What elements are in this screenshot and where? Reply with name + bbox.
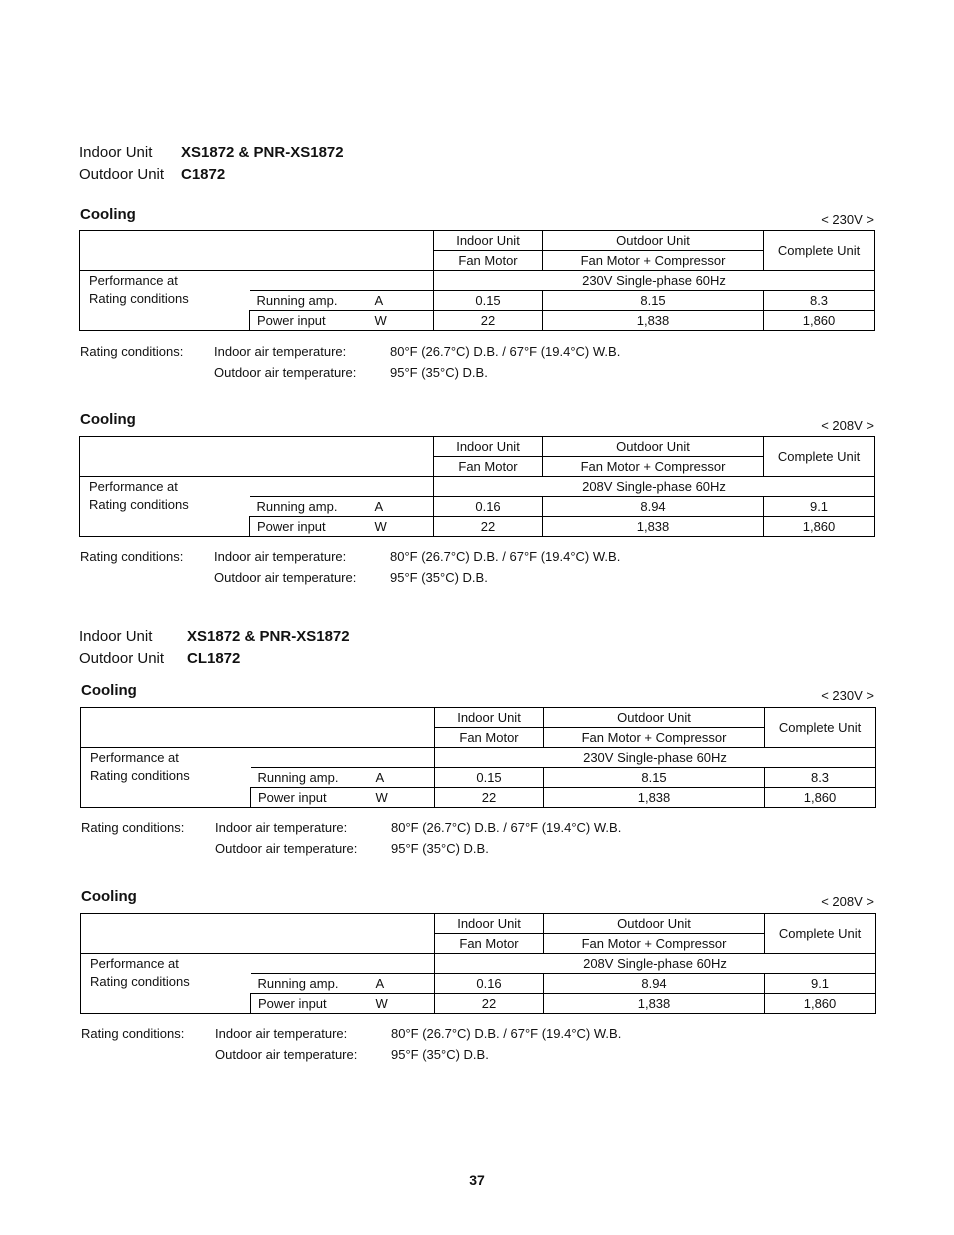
running-amp-unit: A [375,497,434,517]
note-outdoor-value: 95°F (35°C) D.B. [390,569,488,585]
power-input-complete: 1,860 [764,517,875,537]
running-amp-complete: 9.1 [764,497,875,517]
header-fan-motor-compressor: Fan Motor + Compressor [543,457,764,477]
performance-at-label: Performance at [80,477,434,497]
header-indoor-unit: Indoor Unit [434,231,543,251]
header-indoor-unit: Indoor Unit [435,708,544,728]
model-header-2 [79,626,350,670]
header-complete-unit: Complete Unit [765,914,876,954]
performance-table [80,707,876,808]
running-amp-label: Running amp. [251,768,376,788]
running-amp-unit: A [376,768,435,788]
header-outdoor-unit: Outdoor Unit [543,231,764,251]
rating-conditions-label: Rating conditions [80,497,250,537]
outdoor-unit-model: C1872 [181,166,226,183]
running-amp-outdoor: 8.94 [543,497,764,517]
running-amp-label: Running amp. [251,974,376,994]
note-outdoor-label: Outdoor air temperature: [215,840,358,856]
performance-at-label: Performance at [81,954,435,974]
header-fan-motor: Fan Motor [435,728,544,748]
note-label: Rating conditions: [80,344,184,359]
power-input-outdoor: 1,838 [543,517,764,537]
header-fan-motor: Fan Motor [435,934,544,954]
performance-table [79,230,875,331]
note-label: Rating conditions: [81,1026,185,1041]
power-input-complete: 1,860 [765,788,876,808]
note-indoor-label: Indoor air temperature: [214,344,347,359]
voltage-label: < 230V > [821,688,874,703]
power-input-label: Power input [250,311,375,331]
power-input-outdoor: 1,838 [543,311,764,331]
note-outdoor-value: 95°F (35°C) D.B. [390,364,488,380]
note-indoor-label: Indoor air temperature: [214,549,347,564]
rating-notes [80,547,620,588]
rating-notes [81,818,621,859]
voltage-label: < 208V > [821,894,874,909]
indoor-unit-label: Indoor Unit [79,144,153,161]
running-amp-indoor: 0.15 [435,768,544,788]
note-indoor-label: Indoor air temperature: [215,1026,348,1041]
running-amp-unit: A [375,291,434,311]
power-input-label: Power input [251,788,376,808]
section-heading: Cooling [81,888,137,905]
power-input-indoor: 22 [434,517,543,537]
header-outdoor-unit: Outdoor Unit [544,914,765,934]
note-indoor-value: 80°F (26.7°C) D.B. / 67°F (19.4°C) W.B. [390,344,621,359]
note-indoor-value: 80°F (26.7°C) D.B. / 67°F (19.4°C) W.B. [390,549,621,564]
note-label: Rating conditions: [81,820,185,835]
header-fan-motor-compressor: Fan Motor + Compressor [544,728,765,748]
note-outdoor-label: Outdoor air temperature: [214,569,357,585]
running-amp-outdoor: 8.15 [543,291,764,311]
indoor-unit-model: XS1872 & PNR-XS1872 [181,144,344,161]
outdoor-unit-label: Outdoor Unit [79,650,165,667]
power-supply: 230V Single-phase 60Hz [434,271,875,291]
performance-at-label: Performance at [80,271,434,291]
power-input-unit: W [376,994,435,1014]
outdoor-unit-model: CL1872 [187,650,241,667]
power-input-indoor: 22 [435,788,544,808]
header-indoor-unit: Indoor Unit [435,914,544,934]
power-input-complete: 1,860 [764,311,875,331]
running-amp-label: Running amp. [250,291,375,311]
header-complete-unit: Complete Unit [764,231,875,271]
header-fan-motor: Fan Motor [434,457,543,477]
power-supply: 208V Single-phase 60Hz [434,477,875,497]
performance-table [79,436,875,537]
header-complete-unit: Complete Unit [764,437,875,477]
performance-at-label: Performance at [81,748,435,768]
power-input-unit: W [375,311,434,331]
running-amp-complete: 8.3 [765,768,876,788]
header-outdoor-unit: Outdoor Unit [544,708,765,728]
running-amp-indoor: 0.15 [434,291,543,311]
running-amp-indoor: 0.16 [435,974,544,994]
outdoor-unit-label: Outdoor Unit [79,166,165,183]
indoor-unit-label: Indoor Unit [79,628,153,645]
header-outdoor-unit: Outdoor Unit [543,437,764,457]
note-indoor-value: 80°F (26.7°C) D.B. / 67°F (19.4°C) W.B. [391,1026,622,1041]
header-fan-motor-compressor: Fan Motor + Compressor [544,934,765,954]
power-input-unit: W [376,788,435,808]
power-input-unit: W [375,517,434,537]
section-heading: Cooling [81,682,137,699]
note-outdoor-label: Outdoor air temperature: [215,1046,358,1062]
note-label: Rating conditions: [80,549,184,564]
running-amp-outdoor: 8.94 [544,974,765,994]
power-input-outdoor: 1,838 [544,788,765,808]
blank-header-cell [81,914,435,954]
rating-conditions-label: Rating conditions [80,291,250,331]
note-outdoor-label: Outdoor air temperature: [214,364,357,380]
header-fan-motor: Fan Motor [434,251,543,271]
running-amp-complete: 8.3 [764,291,875,311]
power-input-label: Power input [251,994,376,1014]
power-input-label: Power input [250,517,375,537]
rating-conditions-label: Rating conditions [81,768,251,808]
voltage-label: < 230V > [821,212,874,227]
section-heading: Cooling [80,206,136,223]
indoor-unit-model: XS1872 & PNR-XS1872 [187,628,350,645]
running-amp-indoor: 0.16 [434,497,543,517]
power-input-outdoor: 1,838 [544,994,765,1014]
header-complete-unit: Complete Unit [765,708,876,748]
blank-header-cell [80,437,434,477]
blank-header-cell [80,231,434,271]
rating-conditions-label: Rating conditions [81,974,251,1014]
power-input-indoor: 22 [435,994,544,1014]
note-outdoor-value: 95°F (35°C) D.B. [391,840,489,856]
running-amp-label: Running amp. [250,497,375,517]
power-input-indoor: 22 [434,311,543,331]
note-indoor-label: Indoor air temperature: [215,820,348,835]
rating-notes [80,342,620,383]
model-header-1 [79,142,344,186]
blank-header-cell [81,708,435,748]
running-amp-unit: A [376,974,435,994]
performance-table [80,913,876,1014]
power-supply: 230V Single-phase 60Hz [435,748,876,768]
note-indoor-value: 80°F (26.7°C) D.B. / 67°F (19.4°C) W.B. [391,820,622,835]
page-number: 37 [469,1172,485,1188]
running-amp-complete: 9.1 [765,974,876,994]
section-heading: Cooling [80,411,136,428]
header-indoor-unit: Indoor Unit [434,437,543,457]
running-amp-outdoor: 8.15 [544,768,765,788]
note-outdoor-value: 95°F (35°C) D.B. [391,1046,489,1062]
voltage-label: < 208V > [821,418,874,433]
header-fan-motor-compressor: Fan Motor + Compressor [543,251,764,271]
rating-notes [81,1024,621,1065]
power-supply: 208V Single-phase 60Hz [435,954,876,974]
power-input-complete: 1,860 [765,994,876,1014]
